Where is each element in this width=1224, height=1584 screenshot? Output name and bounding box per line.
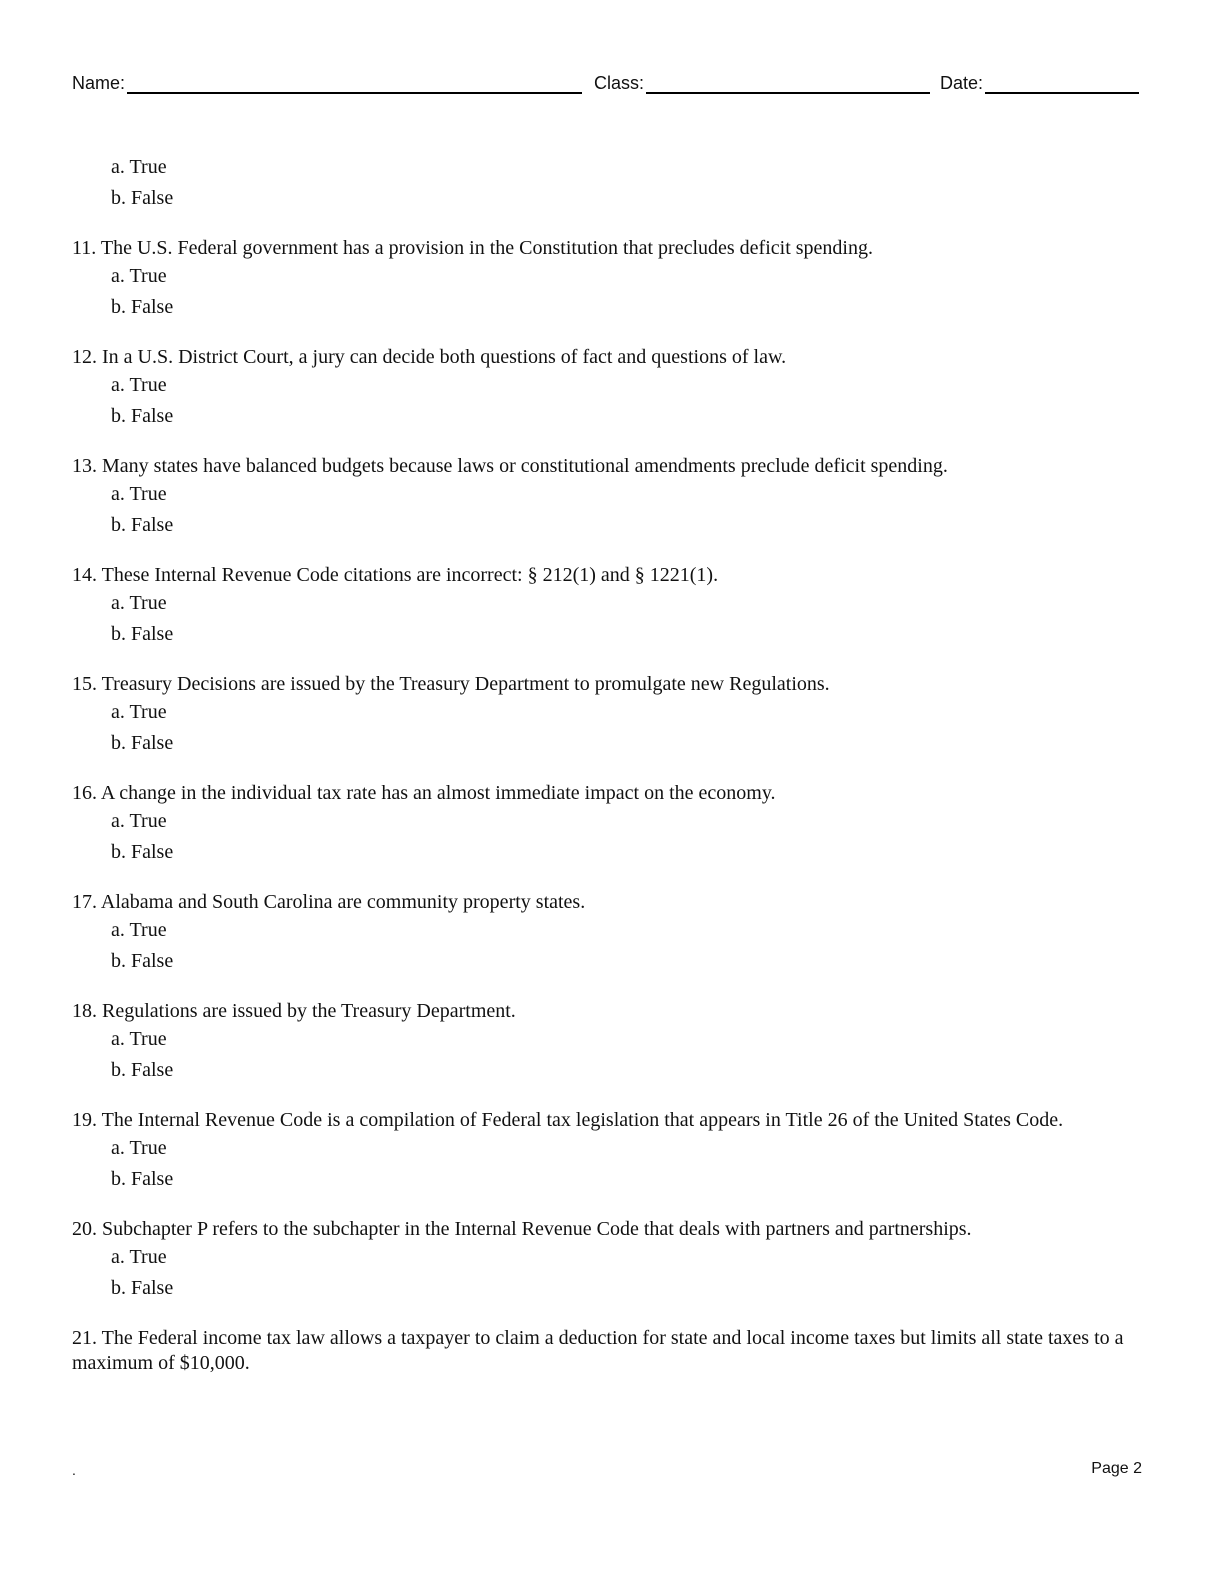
question-item [72,1108,1142,1197]
question-item [72,1326,1142,1376]
question-item [72,563,1142,652]
question-stem: 21. The Federal income tax law allows a taxpayer to claim a deduction for state and local income taxes but limits all state taxes to a maximum of $10,000. [72,1327,1124,1374]
question-item [72,999,1142,1088]
question-item [72,454,1142,543]
name-blank-line [127,70,582,94]
worksheet-header [72,70,1144,100]
option-false: b. False [111,1168,174,1190]
page-number: Page 2 [1091,1460,1142,1477]
option-false: b. False [111,514,174,536]
class-blank-line [646,70,930,94]
question-item [72,890,1142,979]
question-stem: 14. These Internal Revenue Code citations are incorrect: § 212(1) and § 1221(1). [72,564,719,586]
question-item [72,236,1142,325]
option-true: a. True [111,810,167,832]
date-blank-line [985,70,1139,94]
option-false: b. False [111,187,174,209]
question-item [72,1217,1142,1306]
option-false: b. False [111,841,174,863]
option-true: a. True [111,374,167,396]
option-true: a. True [111,483,167,505]
questions [72,236,1142,1376]
question-stem: 19. The Internal Revenue Code is a compilation of Federal tax legislation that appears in Title 26 of the United States Code. [72,1109,1064,1131]
question-stem: 17. Alabama and South Carolina are community property states. [72,891,586,913]
option-true: a. True [111,919,167,941]
question-stem: 11. The U.S. Federal government has a provision in the Constitution that precludes deficit spending. [72,237,873,259]
option-true: a. True [111,701,167,723]
question-stem: 16. A change in the individual tax rate has an almost immediate impact on the economy. [72,782,776,804]
class-field [594,70,930,94]
question-item [72,345,1142,434]
question-list [72,154,1142,1378]
question-item [72,781,1142,870]
option-false: b. False [111,732,174,754]
option-true: a. True [111,1028,167,1050]
option-true: a. True [111,592,167,614]
name-field [72,70,582,94]
option-true: a. True [111,265,167,287]
question-stem: 20. Subchapter P refers to the subchapter in the Internal Revenue Code that deals with partners and partnerships. [72,1218,972,1240]
option-false: b. False [111,623,174,645]
carryover-options [72,154,1142,216]
class-label: Class: [594,73,645,93]
date-field [940,70,1139,94]
question-stem: 15. Treasury Decisions are issued by the Treasury Department to promulgate new Regulations. [72,673,830,695]
date-label: Date: [940,73,984,93]
option-false: b. False [111,1059,174,1081]
question-stem: 13. Many states have balanced budgets because laws or constitutional amendments preclude deficit spending. [72,455,948,477]
question-stem: 18. Regulations are issued by the Treasury Department. [72,1000,516,1022]
option-true: a. True [111,1246,167,1268]
option-false: b. False [111,405,174,427]
question-item [72,672,1142,761]
name-label: Name: [72,73,126,93]
option-false: b. False [111,296,174,318]
option-false: b. False [111,1277,174,1299]
question-stem: 12. In a U.S. District Court, a jury can decide both questions of fact and questions of law. [72,346,787,368]
option-false: b. False [111,950,174,972]
footer-mark: . [72,1462,76,1478]
option-true: a. True [111,1137,167,1159]
option-true: a. True [111,156,167,178]
